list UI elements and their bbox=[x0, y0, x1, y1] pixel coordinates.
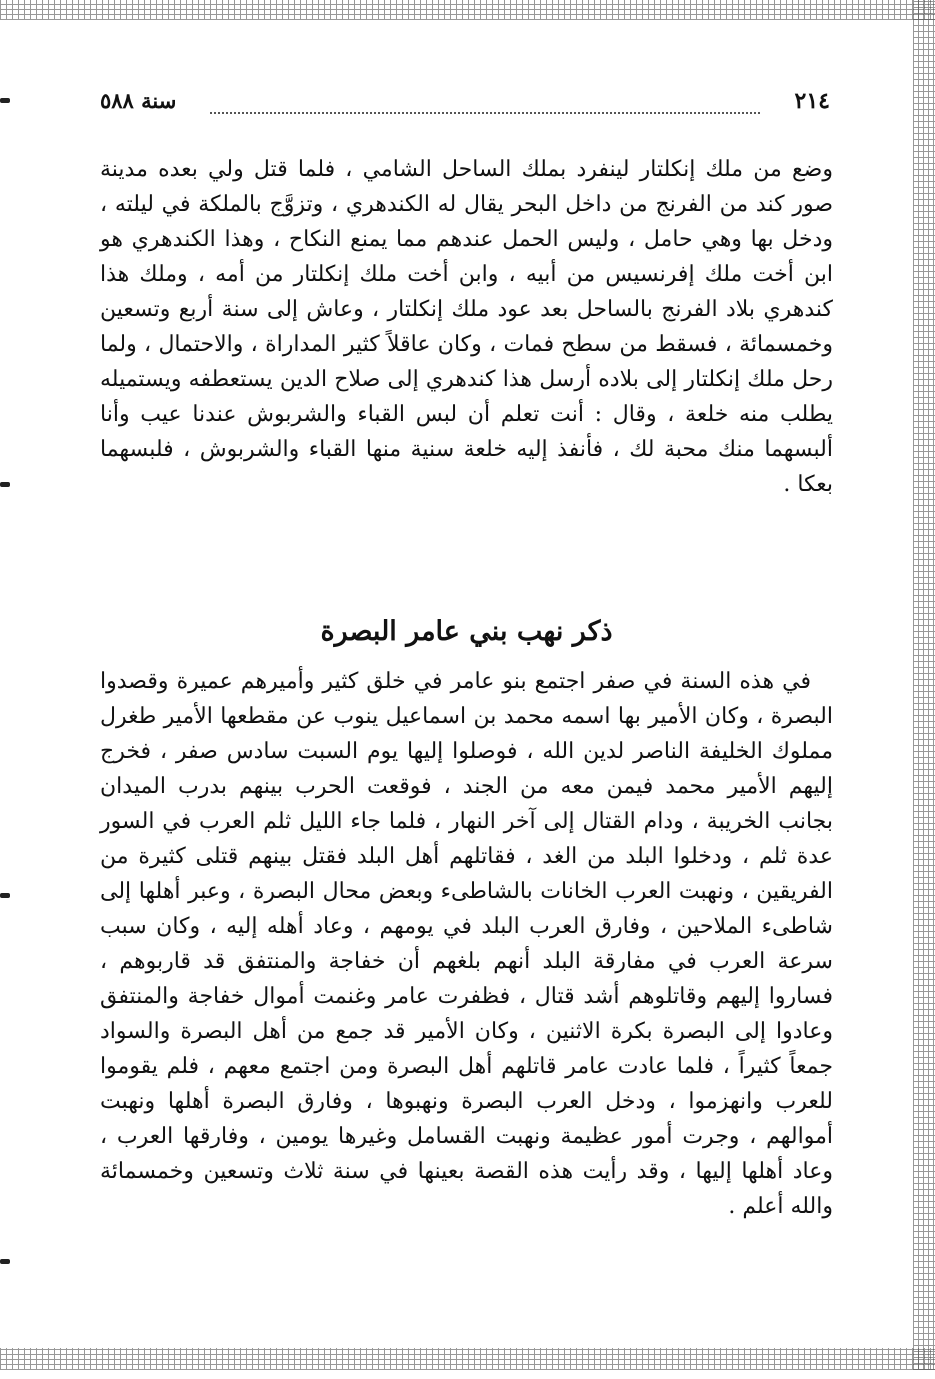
page-number: ٢١٤ bbox=[794, 88, 830, 114]
top-ornamental-border bbox=[0, 0, 935, 20]
body-paragraph-1: وضع من ملك إنكلتار لينفرد بملك الساحل الشامي ، فلما قتل ولي بعده مدينة صور كند من الفرنج من داخل البحر يقال له الكندهري ، وتزوَّج بالملكة في ليلته ، ودخل بها وهي حامل ، وليس الحمل عندهم مما يمنع النكاح ، وهذا الكندهري هو ابن أخت ملك إفرنسيس من أبيه ، وابن أخت ملك إنكلتار من أمه ، وملك هذا كندهري بلاد الفرنج بالساحل بعد عود ملك إنكلتار ، وعاش إلى سنة أربع وتسعين وخمسمائة ، فسقط من سطح فمات ، وكان عاقلاً كثير المداراة ، والاحتمال ، ولما رحل ملك إنكلتار إلى بلاده أرسل هذا كندهري إلى صلاح الدين يستعطفه ويستميله يطلب منه خلعة ، وقال : أنت تعلم أن لبس القباء والشربوش عندنا عيب وأنا ألبسهما منك محبة لك ، فأنفذ إليه خلعة سنية منها القباء والشربوش ، فلبسهما بعكا . bbox=[100, 157, 833, 497]
bottom-ornamental-border bbox=[0, 1348, 935, 1370]
edge-mark bbox=[0, 1259, 10, 1264]
edge-mark bbox=[0, 482, 10, 487]
right-ornamental-border bbox=[913, 0, 935, 1370]
section-heading: ذكر نهب بني عامر البصرة bbox=[320, 616, 613, 647]
edge-mark bbox=[0, 893, 10, 898]
body-paragraph-2: في هذه السنة في صفر اجتمع بنو عامر في خلق كثير وأميرهم عميرة وقصدوا البصرة ، وكان الأمير بها اسمه محمد بن اسماعيل ينوب عن مقطعها الأمير طغرل مملوك الخليفة الناصر لدين الله ، فوصلوا إليها يوم السبت سادس صفر ، فخرج إليهم الأمير محمد فيمن معه من الجند ، فوقعت الحرب بينهم بدرب الميدان بجانب الخريبة ، ودام القتال إلى آخر النهار ، فلما جاء الليل ثلم العرب في السور عدة ثلم ، ودخلوا البلد من الغد ، فقاتلهم أهل البلد فقتل بينهم قتلى كثيرة من الفريقين ، ونهبت العرب الخانات بالشاطىء وبعض محال البصرة ، وعبر أهلها إلى شاطىء الملاحين ، وفارق العرب البلد في يومهم ، وعاد أهله إليه ، وكان سبب سرعة العرب في مفارقة البلد أنهم بلغهم أن خفاجة والمنتفق قد قاربوهم ، فساروا إليهم وقاتلوهم أشد قتال ، فظفرت عامر وغنمت أموال خفاجة والمنتفق وعادوا إلى البصرة بكرة الاثنين ، وكان الأمير قد جمع من أهل البصرة والسواد جمعاً كثيراً ، فلما عادت عامر قاتلهم أهل البصرة ومن اجتمع معهم ، فلم يقوموا للعرب وانهزموا ، ودخل العرب البصرة ونهبوها ، وفارق البصرة أهلها ونهبت أموالهم ، وجرت أمور عظيمة ونهبت القسامل وغيرها يومين ، وفارقها العرب ، وعاد أهلها إليها ، وقد رأيت هذه القصة بعينها في سنة ثلاث وتسعين وخمسمائة والله أعلم . bbox=[100, 669, 833, 1219]
running-head-year: سنة ٥٨٨ bbox=[100, 88, 177, 113]
edge-mark bbox=[0, 98, 10, 103]
page-header bbox=[100, 88, 830, 124]
header-dotted-leader bbox=[210, 112, 760, 114]
